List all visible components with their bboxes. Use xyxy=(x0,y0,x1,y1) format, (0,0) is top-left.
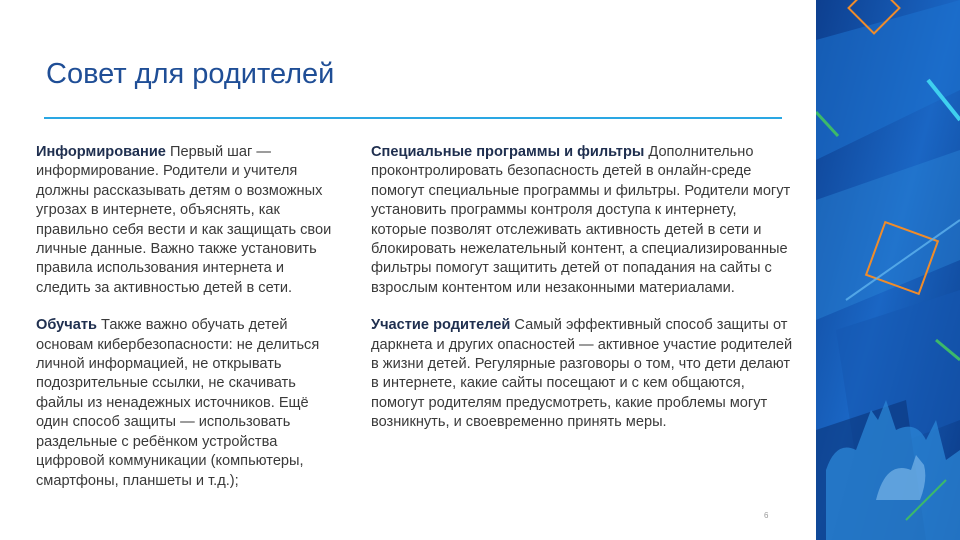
tip-heading: Обучать xyxy=(36,317,97,334)
tip-text: Дополнительно проконтролировать безопасность детей в онлайн-среде помогут специальные программы и фильтры. Родители могут установить программы контроля доступа к интернету, которые позволят отслеживать активность детей в сети и блокировать нежелательный контент, а специализированные фильтры помогут защитить детей от попадания на сайты с взрослым контентом или незаконными материалами. xyxy=(371,144,791,296)
decorative-sidebar xyxy=(816,0,960,540)
tip-heading: Участие родителей xyxy=(371,317,511,334)
tip-heading: Специальные программы и фильтры xyxy=(371,144,645,160)
tip-paragraph xyxy=(371,316,795,432)
left-column xyxy=(36,143,332,509)
tip-paragraph xyxy=(36,316,332,491)
tip-heading: Информирование xyxy=(36,144,166,160)
page-number: 6 xyxy=(764,511,769,520)
tip-text: Также важно обучать детей основам кибербезопасности: не делиться личной информацией, не открывать подозрительные ссылки, не скачивать файлы из ненадежных источников. Ещё один способ защиты — использовать раздельные с ребёнком устройства цифровой коммуникации (компьютеры, смартфоны, планшеты и т.д.); xyxy=(36,317,320,489)
tip-text: Самый эффективный способ защиты от даркнета и других опасностей — активное участие родителей в жизни детей. Регулярные разговоры о том, что дети делают в интернете, какие сайты посещают и с кем общаются, помогут родителям предусмотреть, какие проблемы могут возникнуть, и своевременно принять меры. xyxy=(371,317,793,431)
tip-paragraph xyxy=(36,143,332,298)
tip-paragraph xyxy=(371,143,795,298)
tip-text: Первый шаг — информирование. Родители и учителя должны рассказывать детям о возможных угрозах в интернете, объяснять, как правильно себя вести и как защищать свои личные данные. Важно также установить правила использования интернета и следить за активностью детей в сети. xyxy=(36,144,332,296)
title-divider xyxy=(44,117,782,119)
page-title: Совет для родителей xyxy=(46,58,335,90)
right-column xyxy=(371,143,795,451)
